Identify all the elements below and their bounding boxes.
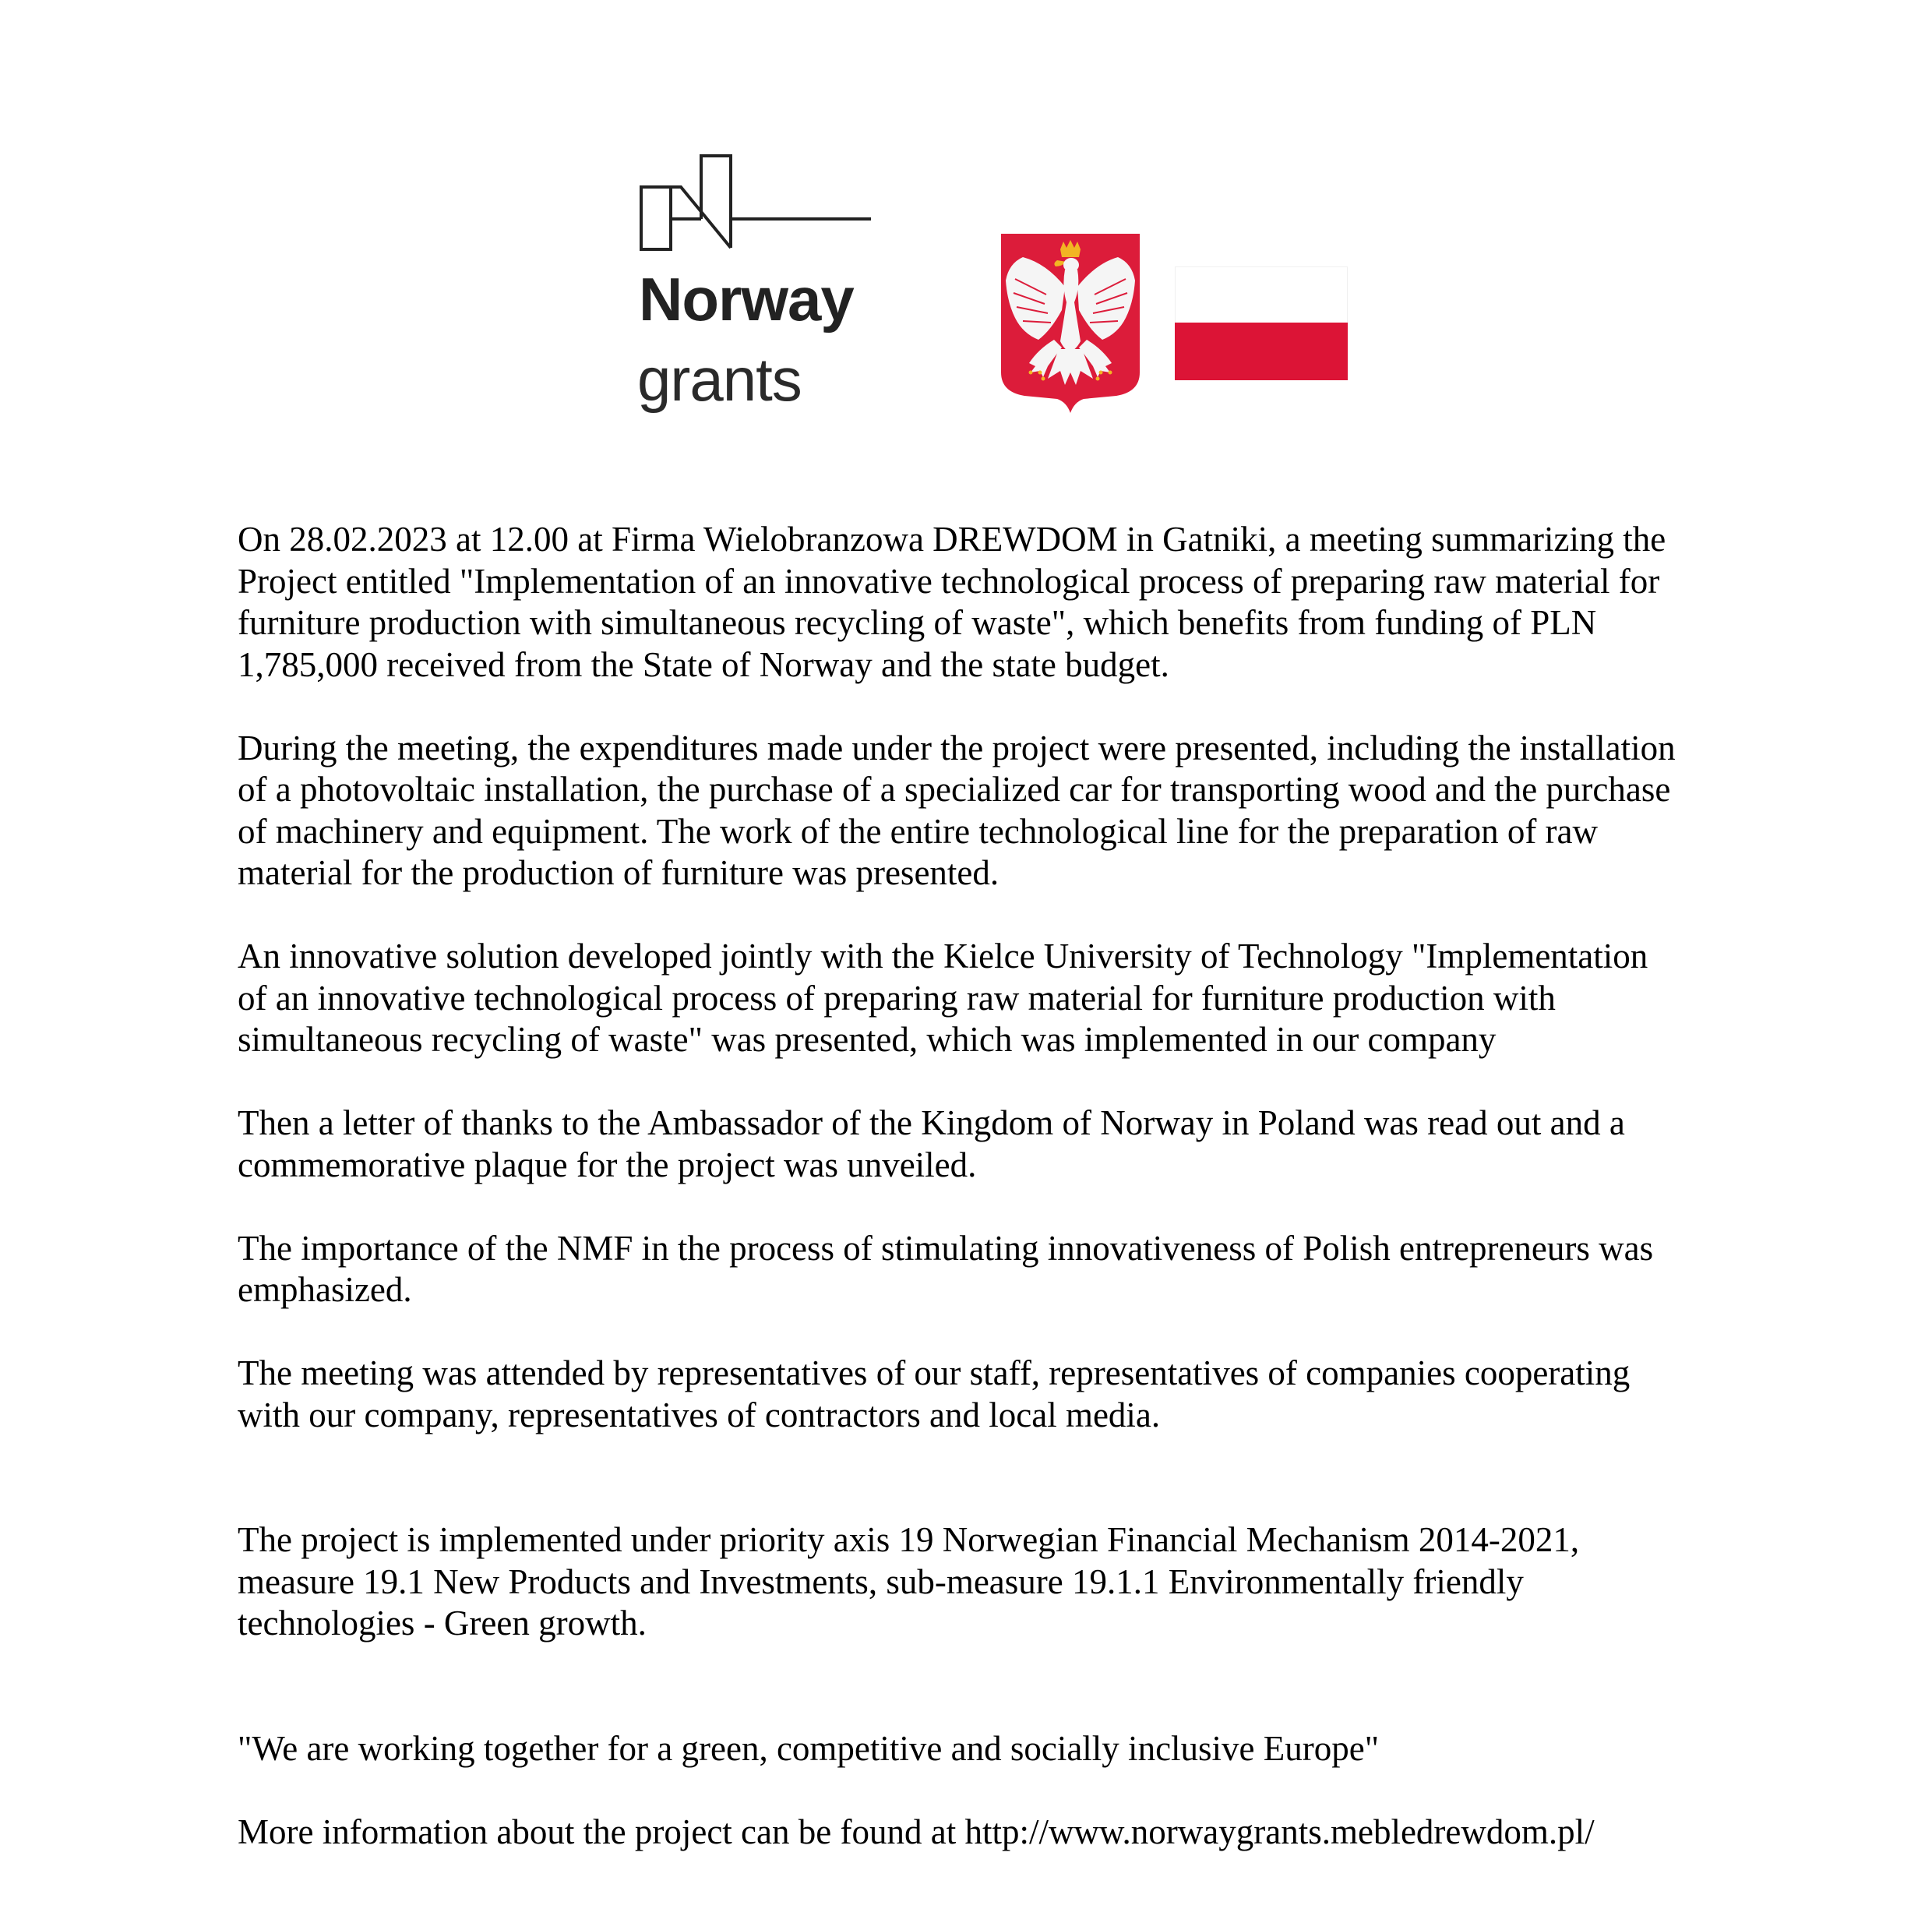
text-line: with our company, representatives of contractors and local media. [238, 1395, 1161, 1434]
more-info-text: More information about the project can be found at [238, 1812, 965, 1851]
text-line: Then a letter of thanks to the Ambassador of the Kingdom of Norway in Poland was read out and a [238, 1103, 1625, 1142]
flag-stripe-white [1175, 266, 1348, 323]
text-line: simultaneous recycling of waste" was presented, which was implemented in our company [238, 1020, 1497, 1059]
flag-stripe-red [1175, 323, 1348, 380]
paragraph-attendees [238, 1353, 1765, 1436]
paragraph-expenditures [238, 728, 1765, 894]
text-line: The meeting was attended by representatives of our staff, representatives of companies cooperating [238, 1353, 1631, 1392]
paragraph-slogan [238, 1728, 1765, 1770]
paragraph-nmf-importance [238, 1228, 1765, 1311]
text-line: The importance of the NMF in the process of stimulating innovativeness of Polish entrepreneurs was [238, 1228, 1654, 1268]
poland-flag-icon [1175, 266, 1348, 380]
text-line: emphasized. [238, 1270, 412, 1309]
more-info-line [238, 1812, 1765, 1854]
text-line: Project entitled "Implementation of an innovative technological process of preparing raw material for [238, 561, 1660, 601]
paragraph-innovative-solution [238, 936, 1765, 1061]
document-body [238, 519, 1765, 1853]
text-line: The project is implemented under priority axis 19 Norwegian Financial Mechanism 2014-2021, [238, 1520, 1580, 1559]
text-line: During the meeting, the expenditures made under the project were presented, including the installation [238, 728, 1676, 767]
norway-grants-symbol-icon [637, 152, 879, 257]
text-line: measure 19.1 New Products and Investments, sub-measure 19.1.1 Environmentally friendly [238, 1561, 1524, 1601]
text-line: commemorative plaque for the project was unveiled. [238, 1145, 977, 1184]
project-website-link[interactable]: http://www.norwaygrants.mebledrewdom.pl/ [964, 1812, 1595, 1851]
text-line: An innovative solution developed jointly with the Kielce University of Technology "Implementation [238, 937, 1648, 976]
paragraph-meeting-summary [238, 519, 1765, 686]
paragraph-priority-axis [238, 1519, 1765, 1645]
text-line: On 28.02.2023 at 12.00 at Firma Wielobranzowa DREWDOM in Gatniki, a meeting summarizing the [238, 520, 1666, 559]
text-line: material for the production of furniture was presented. [238, 853, 999, 892]
logo-word-grants: grants [637, 345, 802, 414]
paragraph-more-info [238, 1812, 1765, 1854]
norway-grants-logo [637, 152, 879, 417]
paragraph-letter-of-thanks [238, 1103, 1765, 1186]
text-line: of a photovoltaic installation, the purchase of a specialized car for transporting wood and the purchase [238, 770, 1671, 809]
text-line: of an innovative technological process of preparing raw material for furniture production with [238, 978, 1556, 1018]
logo-word-norway: Norway [639, 265, 854, 333]
text-line: technologies - Green growth. [238, 1604, 647, 1642]
text-line: 1,785,000 received from the State of Norway and the state budget. [238, 644, 1169, 684]
poland-coat-of-arms-icon [999, 232, 1141, 415]
text-line: furniture production with simultaneous recycling of waste", which benefits from funding of PLN [238, 603, 1597, 642]
slogan-text: "We are working together for a green, competitive and socially inclusive Europe" [238, 1728, 1380, 1768]
text-line: of machinery and equipment. The work of the entire technological line for the preparation of raw [238, 811, 1599, 851]
